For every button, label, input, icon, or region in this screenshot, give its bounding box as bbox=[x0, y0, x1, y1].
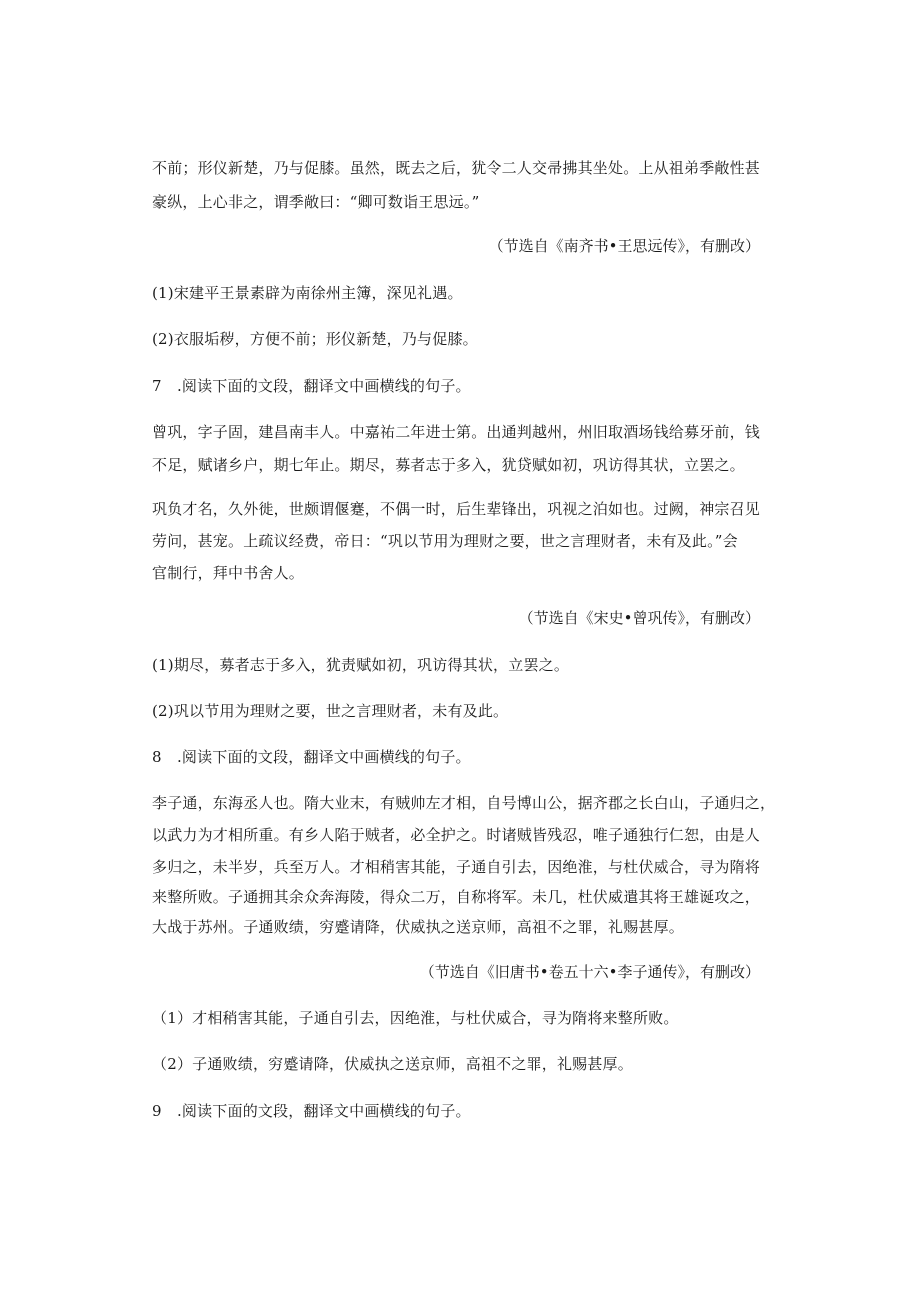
translation-question: (1)期尽，募者志于多入，犹责赋如初，巩访得其状，立罢之。 bbox=[152, 656, 570, 674]
passage-line: 劳问，甚宠。上疏议经费，帝日：“巩以节用为理财之要，世之言理财者，未有及此。”会 bbox=[152, 532, 738, 550]
source-citation: （节选自《宋史•曾巩传》，有删改） bbox=[518, 609, 760, 627]
question-heading: 7 .阅读下面的文段，翻译文中画横线的句子。 bbox=[152, 377, 471, 395]
passage-line: 来整所败。子通拥其余众奔海陵，得众二万，自称将军。未几，杜伏威遣其将王雄诞攻之， bbox=[152, 888, 761, 906]
passage-line: 大战于苏州。子通败绩，穷蹙请降，伏威执之送京师，高祖不之罪，礼赐甚厚。 bbox=[152, 918, 685, 936]
translation-question: (2)巩以节用为理财之要，世之言理财者，未有及此。 bbox=[152, 702, 509, 720]
passage-line: 豪纵，上心非之，谓季敞曰：“卿可数诣王思远。” bbox=[152, 193, 480, 211]
passage-line: 曾巩，字子固，建昌南丰人。中嘉祐二年进士第。出通判越州，州旧取酒场钱给募牙前，钱 bbox=[152, 423, 761, 441]
passage-line: 不前；形仪新楚，乃与促膝。虽然，既去之后，犹令二人交帚拂其坐处。上从祖弟季敞性甚 bbox=[152, 159, 761, 177]
question-heading: 8 .阅读下面的文段，翻译文中画横线的句子。 bbox=[152, 748, 471, 766]
translation-question: (1)宋建平王景素辟为南徐州主簿，深见礼遇。 bbox=[152, 284, 463, 302]
passage-line: 官制行，拜中书舍人。 bbox=[152, 564, 305, 582]
passage-line: 以武力为才相所重。有乡人陷于贼者，必全护之。时诸贼皆残忍，唯子通独行仁恕，由是人 bbox=[152, 826, 761, 844]
source-citation: （节选自《旧唐书•卷五十六•李子通传》，有删改） bbox=[419, 963, 760, 981]
translation-question: （1）才相稍害其能，子通自引去，因绝淮，与杜伏威合，寻为隋将来整所败。 bbox=[152, 1009, 679, 1027]
translation-question: (2)衣服垢秽，方便不前；形仪新楚，乃与促膝。 bbox=[152, 330, 478, 348]
passage-line: 不足，赋诸乡户，期七年止。期尽，募者志于多入，犹贷赋如初，巩访得其状，立罢之。 bbox=[152, 456, 745, 474]
translation-question: （2）子通败绩，穷蹙请降，伏威执之送京师，高祖不之罪，礼赐甚厚。 bbox=[152, 1055, 633, 1073]
passage-line: 多归之，未半岁，兵至万人。才相稍害其能，子通自引去，因绝淮，与杜伏威合，寻为隋将 bbox=[152, 858, 761, 876]
question-heading: 9 .阅读下面的文段，翻译文中画横线的句子。 bbox=[152, 1102, 471, 1120]
passage-line: 巩负才名，久外徙，世颇谓偃蹇，不偶一时，后生辈锋出，巩视之泊如也。过阙，神宗召见 bbox=[152, 500, 761, 518]
passage-line: 李子通，东海丞人也。隋大业末，有贼帅左才相，自号博山公，据齐郡之长白山，子通归之， bbox=[152, 794, 776, 812]
source-citation: （节选自《南齐书•王思远传》，有删改） bbox=[488, 237, 760, 255]
